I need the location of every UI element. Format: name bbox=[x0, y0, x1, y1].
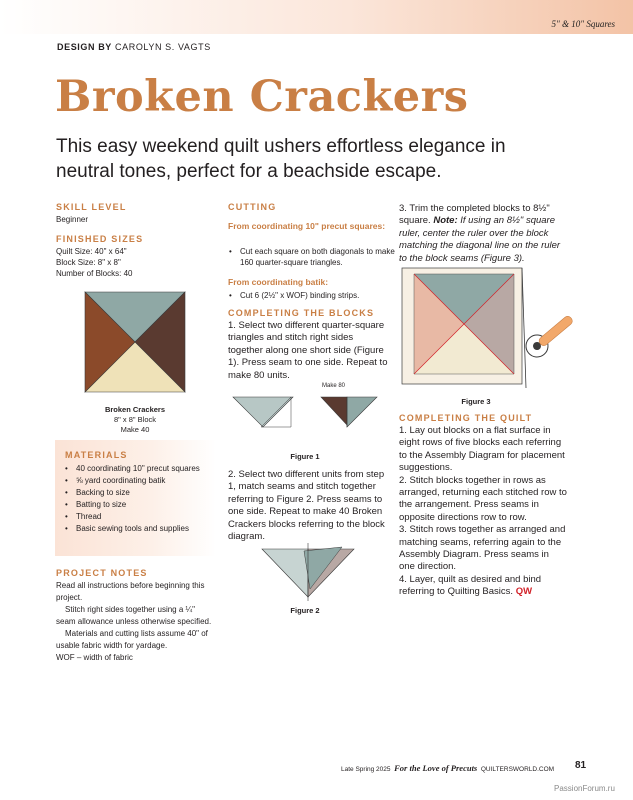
block-diagram bbox=[85, 292, 185, 392]
rotary-cutter-icon bbox=[522, 309, 578, 361]
block-size-caption: 8" x 8" Block bbox=[113, 415, 156, 424]
quilt-step-4: 4. Layer, quilt as desired and bind referring to Quilting Basics. bbox=[399, 573, 542, 598]
completing-blocks-heading: COMPLETING THE BLOCKS bbox=[228, 308, 375, 318]
figure-2-caption: Figure 2 bbox=[290, 606, 320, 615]
end-mark: QW bbox=[515, 586, 533, 598]
page-title: Broken Crackers bbox=[55, 72, 469, 122]
figure-3-caption: Figure 3 bbox=[461, 397, 491, 406]
cutting-list-precut bbox=[222, 246, 398, 268]
blocks-step-3 bbox=[399, 203, 567, 265]
block-name: Broken Crackers bbox=[104, 405, 166, 414]
completing-quilt-heading: COMPLETING THE QUILT bbox=[399, 413, 533, 423]
cutting-subheading-batik: From coordinating batik: bbox=[228, 277, 329, 287]
watermark: PassionForum.ru bbox=[554, 784, 615, 793]
quilt-step-1: 1. Lay out blocks on a flat surface in eight rows of five blocks each referring to the Assembly Diagram for placement suggestions. bbox=[399, 425, 565, 474]
figure-3 bbox=[402, 268, 582, 393]
blocks-step-1: 1. Select two different quarter-square triangles and stitch right sides together along one short side (Figure 1). Press seam to one side. Repeat to make 80 units. bbox=[228, 320, 388, 381]
quilt-size: Quilt Size: 40" x 64" bbox=[56, 247, 127, 256]
figure-1-caption: Figure 1 bbox=[290, 452, 320, 461]
cutting-list-batik bbox=[222, 290, 398, 301]
blocks-step-2: 2. Select two different units from step 1, match seams and stitch together referring to Figure 2. Press seams to one side. Repeat to make 40 Broken Crackers blocks referring to the block diagram. bbox=[228, 469, 385, 543]
cutting-heading: CUTTING bbox=[228, 202, 277, 212]
materials-item: • Basic sewing tools and supplies bbox=[69, 523, 229, 535]
materials-item: • Backing to size bbox=[69, 487, 229, 499]
figure-2 bbox=[260, 543, 360, 603]
project-notes-heading: PROJECT NOTES bbox=[56, 568, 148, 578]
byline-label: DESIGN BY bbox=[57, 42, 112, 52]
quilt-step-3: 3. Stitch rows together as arranged and matching seams, referring again to the Assembly Diagram. Press seams in one direction. bbox=[399, 524, 566, 573]
note-paragraph: WOF – width of fabric bbox=[56, 653, 133, 662]
header-band bbox=[0, 0, 633, 34]
cutting-item: • Cut 6 (2½" x WOF) binding strips. bbox=[233, 290, 398, 301]
finished-sizes bbox=[56, 246, 216, 280]
note-paragraph: Read all instructions before beginning this project. bbox=[56, 581, 205, 602]
fig2-overlay-triangle bbox=[304, 547, 342, 589]
byline bbox=[57, 42, 211, 52]
block-caption bbox=[85, 405, 185, 435]
materials-item: • Thread bbox=[69, 511, 229, 523]
footer bbox=[341, 763, 554, 773]
step-3-note-label: Note: bbox=[433, 215, 458, 227]
materials-item: • Batting to size bbox=[69, 499, 229, 511]
block-make-caption: Make 40 bbox=[120, 425, 150, 434]
project-notes bbox=[56, 580, 216, 664]
fig2-left-unit bbox=[262, 549, 308, 597]
fig3-ruler-edge bbox=[522, 268, 526, 388]
footer-issue: Late Spring 2025 bbox=[341, 766, 391, 773]
cutting-item: • Cut each square on both diagonals to make 160 quarter-square triangles. bbox=[233, 246, 398, 268]
step-3-lead: 3. Trim the completed blocks to 8½" square. bbox=[399, 203, 550, 227]
cutting-subheading-precut: From coordinating 10" precut squares: bbox=[228, 221, 386, 231]
step-3-note: If using an 8½" square ruler, center the ruler over the block matching the diagonal line on the ruler to the block seams (Figure 3). bbox=[399, 215, 561, 264]
designer-name: CAROLYN S. VAGTS bbox=[115, 42, 211, 52]
fig1-teal-triangle bbox=[347, 397, 377, 427]
subtitle: This easy weekend quilt ushers effortless elegance in neutral tones, perfect for a beachside escape. bbox=[56, 136, 506, 182]
fig1-brown-triangle bbox=[321, 397, 347, 425]
block-size: Block Size: 8" x 8" bbox=[56, 258, 121, 268]
page-number: 81 bbox=[575, 760, 587, 771]
materials-heading: MATERIALS bbox=[65, 450, 128, 460]
materials-item: • 40 coordinating 10" precut squares bbox=[69, 463, 229, 475]
figure-1 bbox=[231, 395, 381, 445]
quilt-step-4-wrap bbox=[399, 574, 567, 599]
finished-sizes-heading: FINISHED SIZES bbox=[56, 234, 144, 244]
quilt-step-2: 2. Stitch blocks together in rows as arranged, returning each stitched row to the arrangement. Press seams in opposite directions row to row. bbox=[399, 474, 567, 523]
skill-level-heading: SKILL LEVEL bbox=[56, 202, 127, 212]
fig1-single-triangle bbox=[233, 397, 293, 427]
note-paragraph: Materials and cutting lists assume 40" of usable fabric width for yardage. bbox=[56, 629, 208, 650]
figure-1-note: Make 80 bbox=[322, 383, 346, 389]
materials-list bbox=[58, 463, 229, 535]
footer-magazine: For the Love of Precuts bbox=[394, 763, 478, 773]
section-tag: 5" & 10" Squares bbox=[551, 19, 615, 29]
skill-level-value: Beginner bbox=[56, 215, 89, 224]
footer-website: QUILTERSWORLD.COM bbox=[480, 766, 555, 773]
quilt-steps bbox=[399, 425, 567, 599]
note-paragraph: Stitch right sides together using a ¼" seam allowance unless otherwise specified. bbox=[56, 605, 212, 626]
materials-item: • ⅝ yard coordinating batik bbox=[69, 475, 229, 487]
number-of-blocks: Number of Blocks: 40 bbox=[56, 269, 133, 279]
